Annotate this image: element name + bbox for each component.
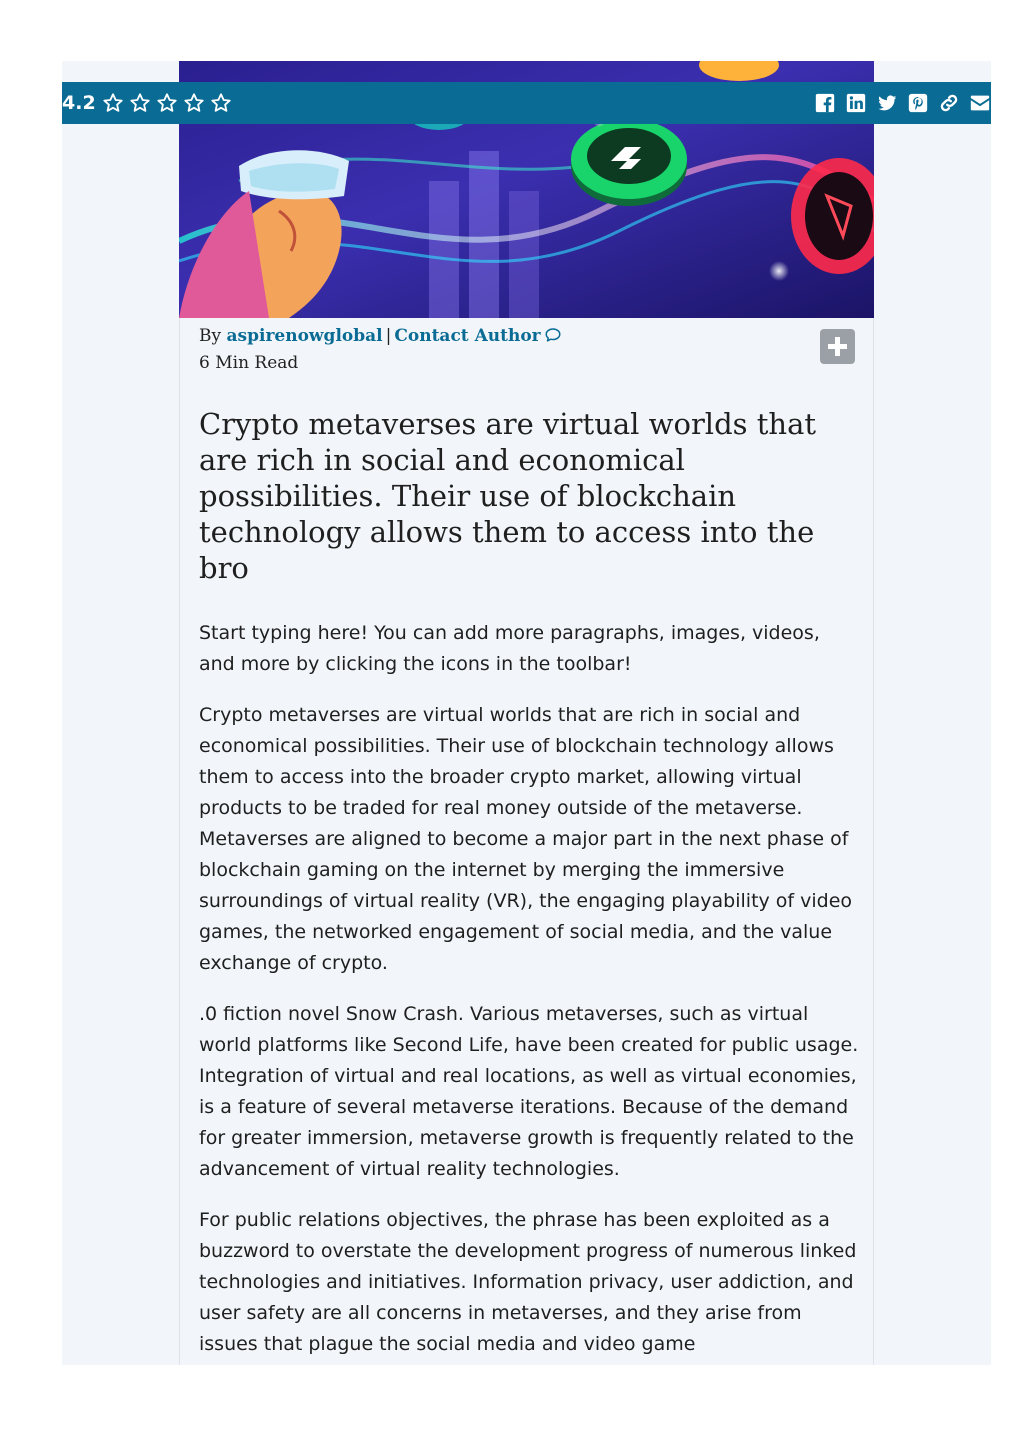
article-paragraph: .0 fiction novel Snow Crash. Various metaverses, such as virtual world platforms like Second Life, have been created for public usage. Integration of virtual and real locations, as well as virtual economies, is a feature of several metaverse iterations. Because of the demand for greater immersion, metaverse growth is frequently related to the advancement of virtual reality technologies. [199,1003,859,1180]
star-outline-icon[interactable] [210,92,232,114]
star-outline-icon[interactable] [183,92,205,114]
article-body [199,618,859,1365]
pinterest-icon[interactable] [907,92,929,114]
article-frame [62,61,991,1365]
rating-share-bar [62,82,991,124]
contact-author-label: Contact Author [394,326,541,346]
read-time: 6 Min Read [199,353,299,373]
article-headline: Crypto metaverses are virtual worlds that are rich in social and economical possibilities. Their use of blockchain technology allows them to access into the bro [199,407,817,585]
email-icon[interactable] [969,92,991,114]
chat-bubble-icon [544,326,562,344]
byline-separator: | [385,326,392,346]
contact-author-link[interactable] [394,326,561,346]
star-outline-icon[interactable] [102,92,124,114]
author-link[interactable]: aspirenowglobal [226,326,383,346]
rating [62,82,237,124]
linkedin-icon[interactable] [845,92,867,114]
twitter-icon[interactable] [876,92,898,114]
expand-plus-button[interactable] [820,329,855,364]
by-label: By [199,326,222,346]
article-paragraph: For public relations objectives, the phrase has been exploited as a buzzword to overstate the development progress of numerous linked technologies and initiatives. Information privacy, user addiction, and user safety are all concerns in metaverses, and they arise from issues that plague the social media and video game [199,1209,857,1355]
star-outline-icon[interactable] [156,92,178,114]
article-paragraph: Start typing here! You can add more paragraphs, images, videos, and more by clicking the icons in the toolbar! [199,622,820,675]
article-card [179,318,874,1365]
share-buttons [805,82,991,124]
byline [199,326,562,346]
article-paragraph: Crypto metaverses are virtual worlds that are rich in social and economical possibilities. Their use of blockchain technology allows them to access into the broader crypto market, allowing virtual products to be traded for real money outside of the metaverse. Metaverses are aligned to become a major part in the next phase of blockchain gaming on the internet by merging the immersive surroundings of virtual reality (VR), the engaging playability of video games, the networked engagement of social media, and the value exchange of crypto. [199,704,853,974]
star-outline-icon[interactable] [129,92,151,114]
rating-value: 4.2 [62,92,96,114]
facebook-icon[interactable] [814,92,836,114]
link-icon[interactable] [938,92,960,114]
